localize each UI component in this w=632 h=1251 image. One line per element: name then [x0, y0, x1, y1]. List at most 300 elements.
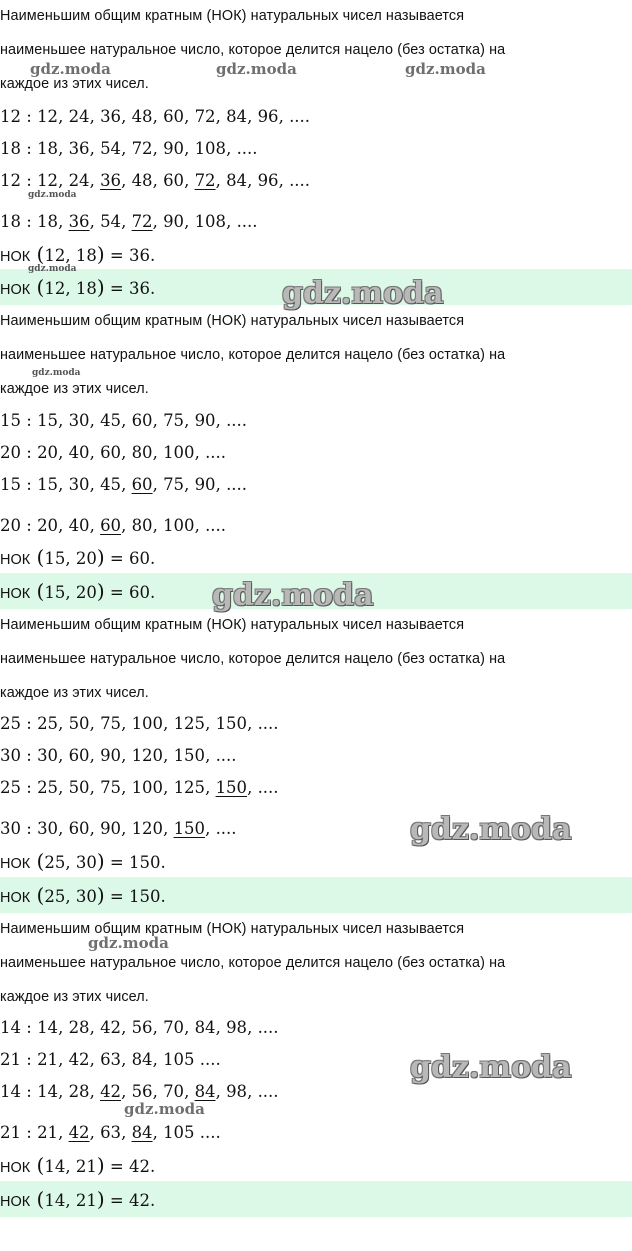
- multiples-b-marked: [0, 515, 632, 537]
- separator: ,: [89, 411, 101, 430]
- multiple: 63: [100, 1123, 122, 1142]
- separator: ,: [247, 1082, 258, 1101]
- separator: ,: [247, 714, 258, 733]
- number-label: 30: [0, 819, 21, 838]
- lcm-value: 60: [129, 583, 150, 602]
- number-label: 25: [0, 714, 21, 733]
- multiple: 20: [37, 443, 59, 462]
- definition-line-2: наименьшее натуральное число, которое делится нацело (без остатка) на: [0, 955, 506, 971]
- common-multiple: 60: [131, 475, 153, 494]
- multiple: ....: [289, 171, 311, 190]
- multiple: 75: [100, 714, 122, 733]
- multiple: 80: [131, 516, 153, 535]
- separator: ,: [278, 107, 290, 126]
- multiple: 120: [131, 819, 164, 838]
- multiple: 36: [68, 139, 90, 158]
- paren: ): [96, 275, 105, 299]
- equals-sign: =: [104, 1191, 129, 1210]
- multiple: 50: [68, 778, 90, 797]
- multiple: 18: [37, 212, 59, 231]
- number-label: 20: [0, 443, 21, 462]
- multiple: 108: [194, 212, 227, 231]
- multiple: 75: [163, 475, 185, 494]
- lcm-value: 150: [129, 887, 161, 906]
- separator: ,: [247, 1018, 258, 1037]
- watermark-logo: gdz.moda: [216, 60, 297, 78]
- multiple: ....: [257, 1018, 279, 1037]
- multiples-a: [0, 713, 632, 735]
- multiple: 90: [194, 475, 216, 494]
- separator: ,: [121, 475, 132, 494]
- lcm-label: НОК: [0, 552, 31, 568]
- multiples-b: [0, 442, 632, 464]
- multiple: 54: [100, 139, 122, 158]
- multiple: 24: [68, 107, 90, 126]
- number-label: 30: [0, 746, 21, 765]
- multiple: 70: [163, 1082, 185, 1101]
- separator: ,: [121, 1050, 132, 1069]
- multiple: 15: [37, 475, 59, 494]
- separator: ,: [215, 1082, 227, 1101]
- multiple: 60: [68, 819, 90, 838]
- multiple: 20: [37, 516, 59, 535]
- multiple: 96: [257, 171, 279, 190]
- multiple: 108: [194, 139, 227, 158]
- separator: ,: [58, 516, 69, 535]
- colon: :: [21, 778, 38, 797]
- separator: ,: [58, 139, 69, 158]
- lcm-line: [0, 850, 632, 875]
- multiple: 30: [37, 819, 59, 838]
- multiple: 72: [131, 139, 153, 158]
- multiple: ....: [215, 746, 237, 765]
- lcm-args: 12, 18: [44, 279, 97, 298]
- period: .: [150, 1191, 156, 1210]
- period: .: [160, 853, 166, 872]
- paren: ): [96, 883, 105, 907]
- multiple: ....: [205, 516, 227, 535]
- definition-line-2: наименьшее натуральное число, которое делится нацело (без остатка) на: [0, 347, 506, 363]
- colon: :: [21, 714, 38, 733]
- multiple: 14: [37, 1018, 59, 1037]
- common-multiple: 150: [173, 819, 206, 838]
- separator: ,: [184, 475, 195, 494]
- separator: ,: [89, 139, 101, 158]
- multiple: 40: [68, 443, 90, 462]
- lcm-answer: [0, 1181, 632, 1217]
- separator: ,: [121, 516, 132, 535]
- common-multiple: 42: [100, 1082, 122, 1101]
- multiple: 15: [37, 411, 59, 430]
- separator: ,: [247, 778, 258, 797]
- multiple: 63: [100, 1050, 122, 1069]
- lcm-label: НОК: [0, 586, 31, 602]
- multiple: 28: [68, 1018, 90, 1037]
- multiple: 105 ....: [163, 1123, 221, 1142]
- paren: ): [96, 1153, 105, 1177]
- multiple: 56: [131, 1018, 153, 1037]
- multiple: 84: [194, 1018, 216, 1037]
- separator: ,: [163, 746, 174, 765]
- multiple: 90: [194, 411, 216, 430]
- multiple: 30: [68, 411, 90, 430]
- number-label: 20: [0, 516, 21, 535]
- multiple: 80: [131, 443, 153, 462]
- colon: :: [21, 171, 38, 190]
- multiple: 98: [226, 1018, 248, 1037]
- separator: ,: [226, 212, 237, 231]
- number-label: 18: [0, 212, 21, 231]
- separator: ,: [89, 1050, 101, 1069]
- multiple: 96: [257, 107, 279, 126]
- separator: ,: [89, 212, 101, 231]
- multiple: 48: [131, 171, 153, 190]
- multiple: 40: [68, 516, 90, 535]
- multiple: 105 ....: [163, 1050, 221, 1069]
- separator: ,: [121, 1082, 132, 1101]
- watermark-logo: gdz.moda: [410, 1050, 572, 1085]
- period: .: [150, 549, 156, 568]
- colon: :: [21, 475, 38, 494]
- equals-sign: =: [104, 549, 129, 568]
- multiple: 120: [131, 746, 164, 765]
- paren: ): [96, 242, 105, 266]
- paren: (: [30, 849, 45, 873]
- multiple: 54: [100, 212, 122, 231]
- number-label: 25: [0, 778, 21, 797]
- paren: (: [30, 579, 45, 603]
- multiple: 21: [37, 1050, 59, 1069]
- watermark-logo: gdz.moda: [88, 934, 169, 952]
- lcm-answer: [0, 877, 632, 913]
- separator: ,: [152, 443, 164, 462]
- multiple: ....: [257, 714, 279, 733]
- multiple: 90: [163, 212, 185, 231]
- separator: ,: [121, 1018, 132, 1037]
- separator: ,: [89, 1082, 101, 1101]
- separator: ,: [205, 746, 216, 765]
- common-multiple: 36: [100, 171, 122, 190]
- multiple: 42: [100, 1018, 122, 1037]
- multiple: 45: [100, 475, 122, 494]
- period: .: [160, 887, 166, 906]
- colon: :: [21, 107, 38, 126]
- separator: ,: [58, 107, 69, 126]
- definition-line-3: каждое из этих чисел.: [0, 989, 149, 1005]
- multiple: 150: [173, 746, 206, 765]
- common-multiple: 84: [131, 1123, 153, 1142]
- watermark-logo: gdz.moda: [124, 1100, 205, 1118]
- multiple: ....: [257, 778, 279, 797]
- number-label: 21: [0, 1050, 21, 1069]
- separator: ,: [152, 212, 164, 231]
- lcm-label: НОК: [0, 249, 31, 265]
- lcm-value: 42: [129, 1157, 150, 1176]
- multiple: 100: [131, 714, 164, 733]
- lcm-value: 36: [129, 279, 150, 298]
- lcm-value: 42: [129, 1191, 150, 1210]
- multiple: 12: [37, 171, 59, 190]
- equals-sign: =: [104, 246, 129, 265]
- separator: ,: [121, 1123, 132, 1142]
- lcm-args: 25, 30: [44, 887, 97, 906]
- colon: :: [21, 746, 38, 765]
- multiple: 100: [131, 778, 164, 797]
- multiple: 125: [173, 714, 206, 733]
- number-label: 14: [0, 1018, 21, 1037]
- multiple: ....: [236, 212, 258, 231]
- multiple: 42: [68, 1050, 90, 1069]
- separator: ,: [205, 778, 216, 797]
- period: .: [150, 246, 156, 265]
- separator: ,: [152, 411, 164, 430]
- multiple: 70: [163, 1018, 185, 1037]
- multiple: ....: [257, 1082, 279, 1101]
- separator: ,: [58, 714, 69, 733]
- paren: (: [30, 1187, 45, 1211]
- multiple: 84: [226, 171, 248, 190]
- multiples-b-marked: [0, 1122, 632, 1144]
- multiple: 98: [226, 1082, 248, 1101]
- multiple: ....: [289, 107, 311, 126]
- separator: ,: [121, 171, 132, 190]
- definition-line-2: наименьшее натуральное число, которое делится нацело (без остатка) на: [0, 42, 506, 58]
- multiple: 50: [68, 714, 90, 733]
- paren: (: [30, 275, 45, 299]
- separator: ,: [89, 1123, 101, 1142]
- multiple: ....: [205, 443, 227, 462]
- lcm-args: 12, 18: [44, 246, 97, 265]
- separator: ,: [152, 475, 164, 494]
- paren: (: [30, 883, 45, 907]
- colon: :: [21, 443, 38, 462]
- number-label: 15: [0, 475, 21, 494]
- separator: ,: [121, 411, 132, 430]
- separator: ,: [89, 516, 101, 535]
- number-label: 21: [0, 1123, 21, 1142]
- separator: ,: [58, 212, 69, 231]
- separator: ,: [89, 714, 101, 733]
- common-multiple: 42: [68, 1123, 90, 1142]
- paren: ): [96, 849, 105, 873]
- separator: ,: [58, 1082, 69, 1101]
- multiple: 150: [215, 714, 248, 733]
- separator: ,: [58, 819, 69, 838]
- watermark-logo: gdz.moda: [30, 60, 111, 78]
- separator: ,: [121, 778, 132, 797]
- separator: ,: [89, 1018, 101, 1037]
- separator: ,: [215, 475, 227, 494]
- multiples-a: [0, 1017, 632, 1039]
- number-label: 14: [0, 1082, 21, 1101]
- colon: :: [21, 819, 38, 838]
- separator: ,: [121, 819, 132, 838]
- multiples-a: [0, 106, 632, 128]
- definition-line-1: Наименьшим общим кратным (НОК) натуральных чисел называется: [0, 8, 465, 24]
- lcm-args: 15, 20: [44, 583, 97, 602]
- definition-line-3: каждое из этих чисел.: [0, 381, 149, 397]
- separator: ,: [89, 171, 101, 190]
- colon: :: [21, 411, 38, 430]
- paren: (: [30, 1153, 45, 1177]
- common-multiple: 72: [194, 171, 216, 190]
- watermark-logo: gdz.moda: [28, 190, 77, 200]
- colon: :: [21, 212, 38, 231]
- separator: ,: [58, 1123, 69, 1142]
- multiples-a-marked: [0, 170, 632, 192]
- lcm-label: НОК: [0, 856, 31, 872]
- multiple: 25: [37, 778, 59, 797]
- separator: ,: [121, 107, 132, 126]
- multiple: 60: [163, 171, 185, 190]
- common-multiple: 72: [131, 212, 153, 231]
- watermark-logo: gdz.moda: [212, 578, 374, 613]
- separator: ,: [278, 171, 290, 190]
- separator: ,: [58, 171, 69, 190]
- definition-line-1: Наименьшим общим кратным (НОК) натуральных чисел называется: [0, 617, 465, 633]
- definition-line-2: наименьшее натуральное число, которое делится нацело (без остатка) на: [0, 651, 506, 667]
- multiple: 28: [68, 1082, 90, 1101]
- lcm-answer-text: [0, 580, 155, 605]
- multiple: 100: [163, 516, 195, 535]
- multiple: ....: [236, 139, 258, 158]
- multiple: 125: [173, 778, 206, 797]
- multiple: 21: [37, 1123, 59, 1142]
- colon: :: [21, 1050, 38, 1069]
- common-multiple: 84: [194, 1082, 216, 1101]
- separator: ,: [152, 171, 164, 190]
- multiple: 90: [100, 746, 122, 765]
- multiple: 36: [100, 107, 122, 126]
- separator: ,: [215, 171, 227, 190]
- lcm-label: НОК: [0, 1160, 31, 1176]
- separator: ,: [152, 139, 164, 158]
- lcm-answer-text: [0, 884, 166, 909]
- multiple: 12: [37, 107, 59, 126]
- separator: ,: [205, 714, 216, 733]
- paren: (: [30, 545, 45, 569]
- separator: ,: [58, 746, 69, 765]
- separator: ,: [184, 1018, 195, 1037]
- equals-sign: =: [104, 853, 129, 872]
- separator: ,: [58, 1018, 69, 1037]
- watermark-logo: gdz.moda: [28, 264, 77, 274]
- paren: ): [96, 579, 105, 603]
- multiple: 30: [37, 746, 59, 765]
- number-label: 15: [0, 411, 21, 430]
- watermark-logo: gdz.moda: [405, 60, 486, 78]
- multiple: 72: [194, 107, 216, 126]
- separator: ,: [247, 171, 258, 190]
- separator: ,: [215, 411, 227, 430]
- separator: ,: [163, 778, 174, 797]
- separator: ,: [226, 139, 237, 158]
- separator: ,: [89, 107, 101, 126]
- lcm-value: 36: [129, 246, 150, 265]
- number-label: 12: [0, 171, 21, 190]
- multiple: 84: [226, 107, 248, 126]
- separator: ,: [184, 212, 195, 231]
- multiple: 100: [163, 443, 195, 462]
- watermark-logo: gdz.moda: [282, 276, 444, 311]
- lcm-args: 14, 21: [44, 1191, 97, 1210]
- paren: ): [96, 545, 105, 569]
- lcm-value: 150: [129, 853, 161, 872]
- multiple: 14: [37, 1082, 59, 1101]
- separator: ,: [184, 107, 195, 126]
- separator: ,: [89, 475, 101, 494]
- lcm-line: [0, 243, 632, 268]
- separator: ,: [215, 107, 227, 126]
- equals-sign: =: [104, 887, 129, 906]
- separator: ,: [89, 443, 101, 462]
- colon: :: [21, 1018, 38, 1037]
- separator: ,: [163, 714, 174, 733]
- colon: :: [21, 516, 38, 535]
- separator: ,: [205, 819, 216, 838]
- definition-line-3: каждое из этих чисел.: [0, 76, 149, 92]
- common-multiple: 36: [68, 212, 90, 231]
- lcm-answer-text: [0, 276, 155, 301]
- separator: ,: [247, 107, 258, 126]
- separator: ,: [194, 516, 206, 535]
- separator: ,: [184, 171, 195, 190]
- multiple: 84: [131, 1050, 153, 1069]
- separator: ,: [184, 1082, 195, 1101]
- separator: ,: [121, 212, 132, 231]
- lcm-args: 25, 30: [44, 853, 97, 872]
- paren: ): [96, 1187, 105, 1211]
- period: .: [150, 1157, 156, 1176]
- lcm-value: 60: [129, 549, 150, 568]
- separator: ,: [152, 1018, 164, 1037]
- separator: ,: [58, 443, 69, 462]
- lcm-line: [0, 1154, 632, 1179]
- separator: ,: [121, 443, 132, 462]
- multiples-a-marked: [0, 474, 632, 496]
- lcm-label: НОК: [0, 282, 31, 298]
- separator: ,: [215, 1018, 227, 1037]
- multiple: 30: [68, 475, 90, 494]
- paren: (: [30, 242, 45, 266]
- multiple: 75: [163, 411, 185, 430]
- multiple: 25: [37, 714, 59, 733]
- separator: ,: [58, 411, 69, 430]
- multiple: 56: [131, 1082, 153, 1101]
- separator: ,: [58, 475, 69, 494]
- multiple: 24: [68, 171, 90, 190]
- multiple: 60: [68, 746, 90, 765]
- multiples-b: [0, 138, 632, 160]
- multiple: 48: [131, 107, 153, 126]
- period: .: [150, 583, 156, 602]
- multiple: ....: [215, 819, 237, 838]
- multiple: 75: [100, 778, 122, 797]
- lcm-label: НОК: [0, 890, 31, 906]
- lcm-args: 14, 21: [44, 1157, 97, 1176]
- separator: ,: [121, 714, 132, 733]
- separator: ,: [152, 516, 164, 535]
- separator: ,: [58, 1050, 69, 1069]
- lcm-line: [0, 546, 632, 571]
- separator: ,: [152, 1050, 164, 1069]
- separator: ,: [184, 411, 195, 430]
- watermark-logo: gdz.moda: [410, 812, 572, 847]
- separator: ,: [121, 746, 132, 765]
- separator: ,: [121, 139, 132, 158]
- colon: :: [21, 1123, 38, 1142]
- multiple: 18: [37, 139, 59, 158]
